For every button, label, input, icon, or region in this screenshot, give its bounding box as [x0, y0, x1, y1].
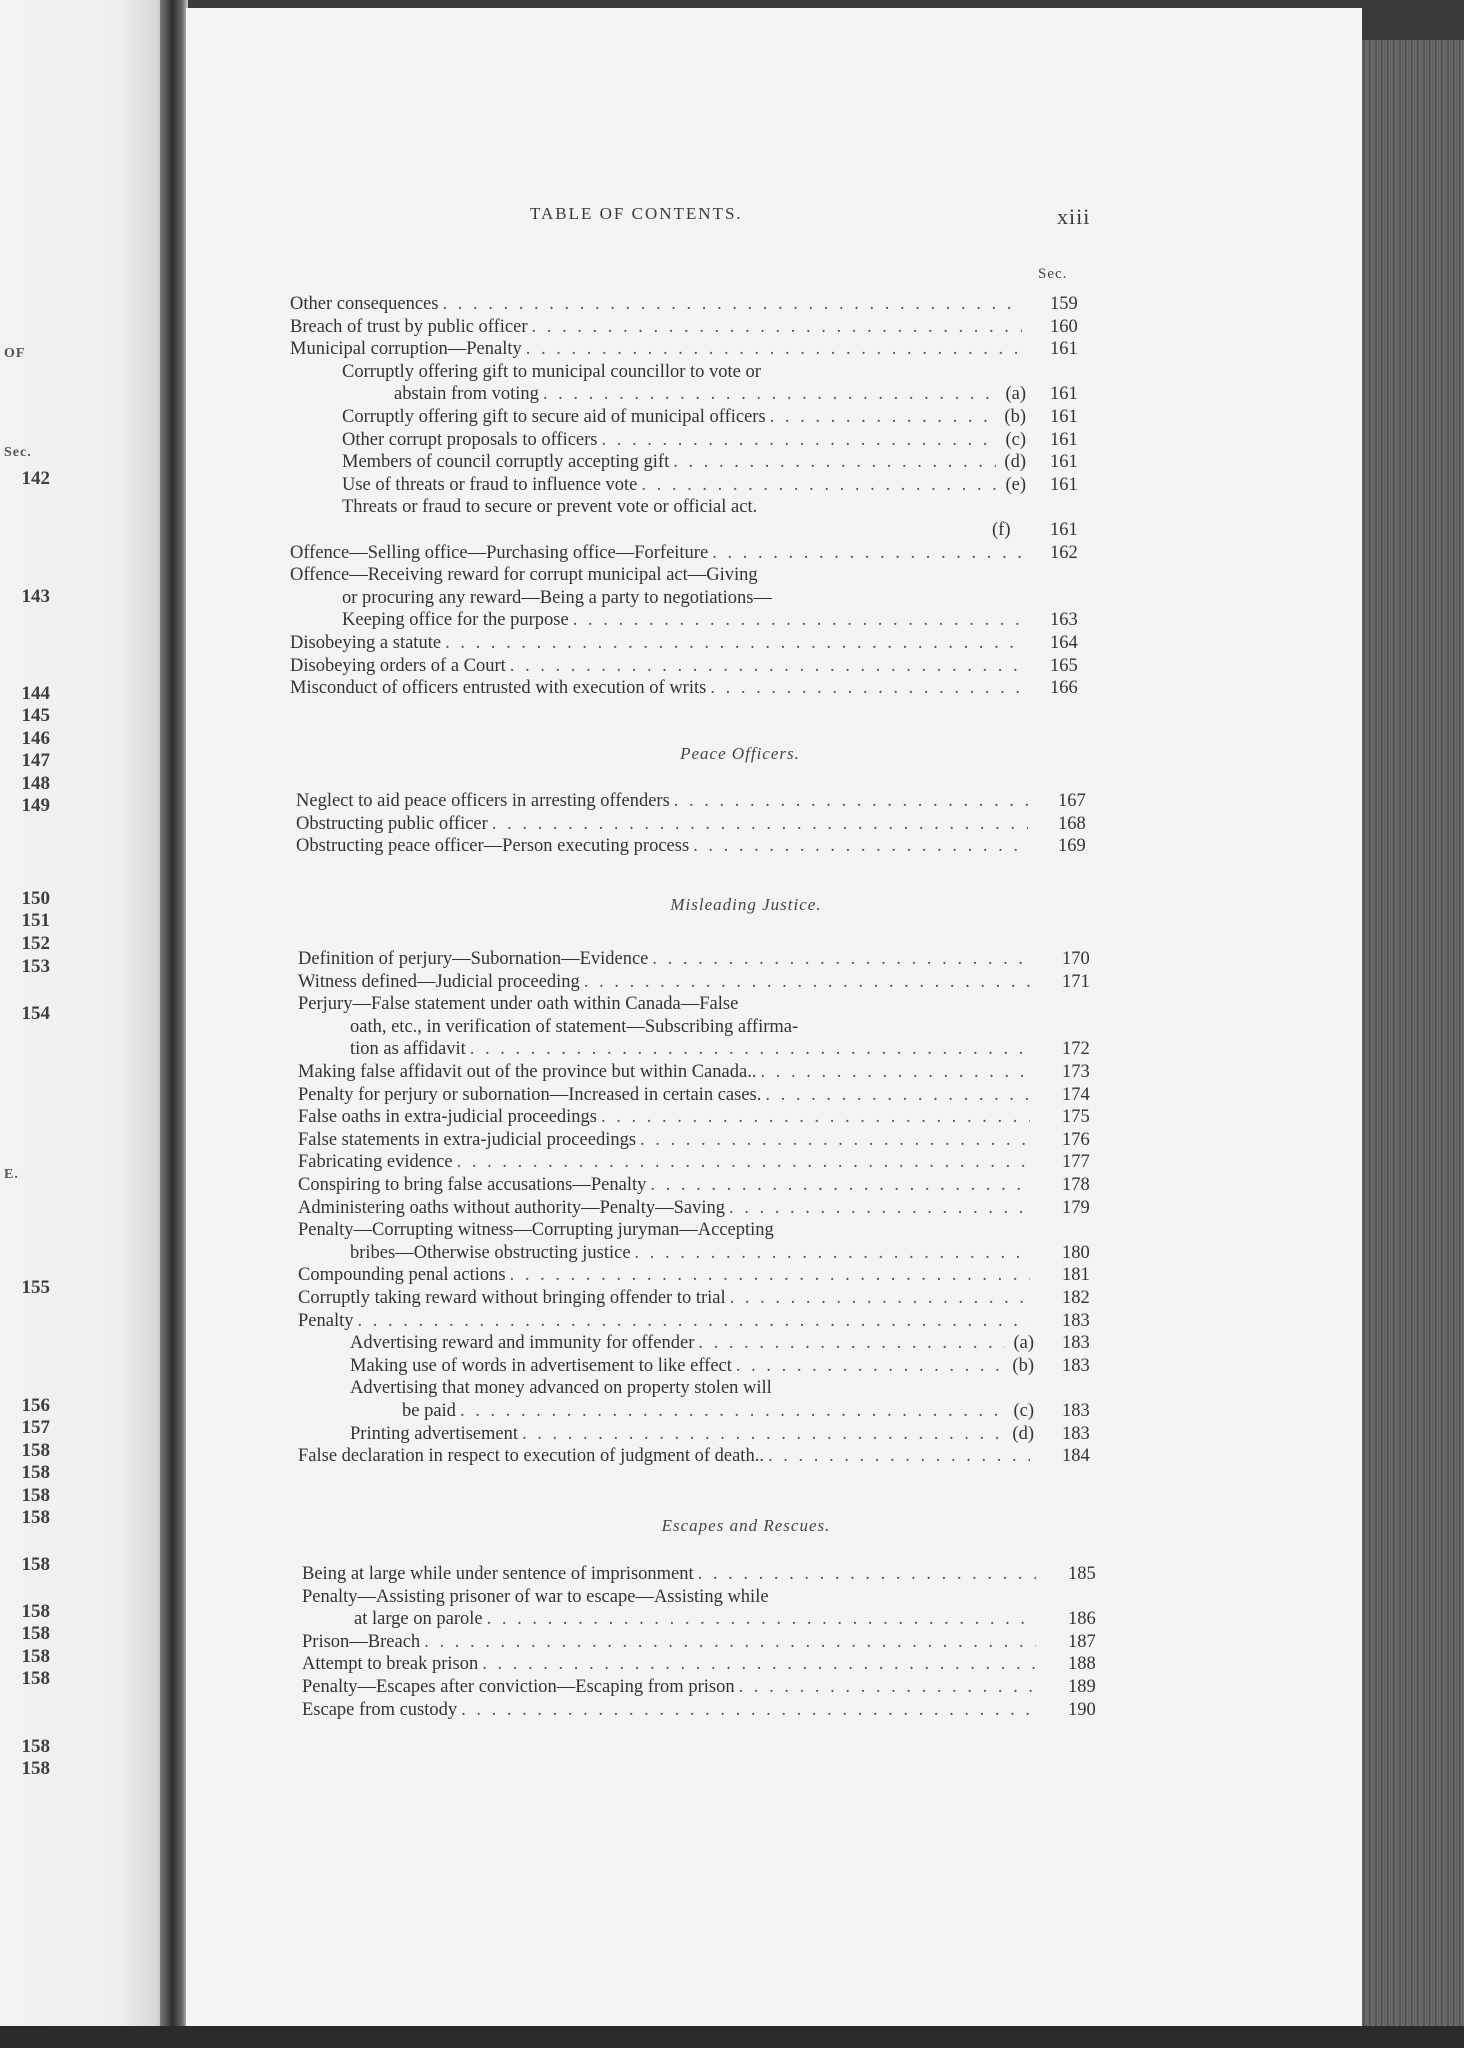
leader-dots — [760, 1061, 1030, 1083]
left-page-sec-number: 158 — [21, 1668, 50, 1689]
toc-sec-number: 178 — [1062, 1175, 1090, 1195]
toc-entry-text: Other corrupt proposals to officers — [342, 429, 598, 450]
toc-sec-number: 175 — [1062, 1107, 1090, 1128]
toc-entry-text: Use of threats or fraud to influence vote — [342, 474, 638, 495]
toc-entry — [290, 316, 1026, 338]
leader-dots — [445, 632, 1022, 654]
left-page-sec-number: 158 — [21, 1507, 50, 1528]
toc-entry-text: Corruptly taking reward without bringing offender to trial — [298, 1288, 726, 1308]
toc-entry-text: False statements in extra-judicial proceedings — [298, 1129, 637, 1150]
left-page-sec-number: 148 — [21, 773, 50, 794]
leader-dots — [532, 316, 1022, 338]
toc-entry-text: Penalty for perjury or subornation—Increased in certain cases. — [298, 1084, 762, 1105]
left-page-sec-number: 146 — [21, 728, 50, 749]
toc-entry-text: be paid — [402, 1401, 456, 1421]
left-page-sec-number: 147 — [21, 750, 50, 771]
left-page-sec-number: 150 — [21, 888, 50, 909]
toc-entry-text: Disobeying a statute — [290, 633, 442, 653]
leader-dots — [457, 1151, 1030, 1173]
toc-entry — [298, 1197, 1034, 1219]
leader-dots — [729, 1197, 1030, 1219]
toc-entry — [298, 948, 1034, 970]
leader-dots — [710, 677, 1022, 699]
toc-subclause-letter: (d) — [1004, 452, 1026, 473]
toc-sec-number: 161 — [1050, 339, 1078, 360]
toc-entry — [394, 383, 1026, 405]
left-page-sec-number: 158 — [21, 1601, 50, 1622]
toc-sec-number: 176 — [1062, 1129, 1090, 1150]
toc-entry-text: Obstructing peace officer—Person executing process — [296, 836, 690, 857]
toc-subclause-letter: (a) — [1013, 1333, 1034, 1354]
leader-dots — [470, 1038, 1030, 1060]
leader-dots — [602, 429, 998, 451]
section-heading-misleading-justice: Misleading Justice. — [670, 895, 822, 914]
left-page-sec-number: 157 — [21, 1417, 50, 1438]
left-page-sec-number: 145 — [21, 705, 50, 726]
toc-entry-text: Prison—Breach — [302, 1631, 421, 1652]
toc-entry-text: Advertising that money advanced on property stolen will — [350, 1378, 772, 1399]
leader-dots — [601, 1106, 1030, 1128]
leader-dots — [492, 813, 1028, 835]
toc-entry-text: Neglect to aid peace officers in arresting offenders — [296, 791, 670, 811]
left-page-sec-number: 158 — [21, 1623, 50, 1644]
toc-entry — [350, 1038, 1034, 1060]
toc-entry-text: Misconduct of officers entrusted with execution of writs — [290, 678, 707, 699]
left-page-sec-heading: Sec. — [4, 445, 32, 460]
toc-sec-number: 168 — [1058, 813, 1086, 834]
leader-dots — [650, 1174, 1030, 1196]
toc-entry — [290, 677, 1026, 699]
toc-sec-number: 183 — [1062, 1310, 1090, 1331]
toc-entry-text: Obstructing public officer — [296, 813, 488, 834]
toc-entry — [298, 1129, 1034, 1151]
toc-sec-number: 159 — [1050, 294, 1078, 314]
toc-sec-number: 162 — [1050, 542, 1078, 563]
toc-entry-text: Administering oaths without authority—Penalty—Saving — [298, 1197, 726, 1218]
toc-sec-number: 188 — [1068, 1654, 1096, 1675]
toc-sec-number: 180 — [1062, 1242, 1090, 1263]
leader-dots — [424, 1631, 1036, 1653]
toc-entry — [298, 1106, 1034, 1128]
leader-dots — [673, 451, 996, 473]
leader-dots — [635, 1242, 1030, 1264]
section-heading-peace-officers: Peace Officers. — [680, 744, 800, 763]
toc-entry-text: Offence—Receiving reward for corrupt municipal act—Giving — [290, 565, 758, 586]
section-heading-escapes-and-rescues: Escapes and Rescues. — [661, 1516, 831, 1535]
toc-sec-number: 183 — [1062, 1401, 1090, 1421]
toc-entry — [298, 971, 1034, 993]
leader-dots — [358, 1310, 1031, 1332]
left-page-sec-number: 158 — [21, 1758, 50, 1779]
toc-sec-number: 165 — [1050, 655, 1078, 676]
leader-dots — [573, 609, 1022, 631]
leader-dots — [768, 1445, 1030, 1467]
toc-sec-number: 189 — [1068, 1677, 1096, 1697]
toc-sec-number: 179 — [1062, 1197, 1090, 1218]
sec-column-heading: Sec. — [1038, 266, 1068, 282]
toc-sec-number: 177 — [1062, 1152, 1090, 1173]
toc-entry-text: Threats or fraud to secure or prevent vote or official act. — [342, 497, 758, 518]
toc-entry-text: Penalty—Assisting prisoner of war to escape—Assisting while — [302, 1586, 769, 1607]
toc-entry — [296, 835, 1032, 857]
leader-dots — [698, 1563, 1036, 1585]
leader-dots — [510, 1264, 1030, 1286]
leader-dots — [510, 655, 1022, 677]
toc-entry — [302, 1676, 1040, 1698]
toc-entry-text: Corruptly offering gift to municipal councillor to vote or — [342, 361, 761, 382]
bottom-shadow — [0, 2026, 1464, 2048]
toc-sec-number: 167 — [1058, 791, 1086, 811]
toc-entry-text: at large on parole — [354, 1609, 483, 1630]
toc-entry — [298, 1174, 1034, 1196]
toc-entry — [342, 429, 1026, 451]
leader-dots — [693, 835, 1028, 857]
toc-entry-text: Escape from custody — [302, 1699, 458, 1720]
toc-sec-number: 161 — [1050, 384, 1078, 405]
toc-entry-text: Members of council corruptly accepting gift — [342, 452, 670, 473]
toc-entry-text: Breach of trust by public officer — [290, 316, 528, 337]
toc-entry-text: Perjury—False statement under oath within Canada—False — [298, 994, 739, 1015]
toc-sec-number: 170 — [1062, 949, 1090, 969]
left-page-sec-number: 156 — [21, 1395, 50, 1416]
toc-entry — [354, 1608, 1040, 1630]
toc-sec-number: 183 — [1062, 1423, 1090, 1444]
toc-entry — [302, 1563, 1040, 1585]
toc-entry-text: Advertising reward and immunity for offender — [350, 1333, 695, 1354]
toc-subclause-letter: (c) — [1005, 429, 1026, 450]
left-page-sec-number: 142 — [21, 468, 50, 489]
toc-entry — [302, 1653, 1040, 1675]
page-number: xiii — [1057, 204, 1091, 229]
toc-sec-number: 183 — [1062, 1355, 1090, 1376]
toc-sec-number: 187 — [1068, 1631, 1096, 1652]
toc-sec-number: 172 — [1062, 1039, 1090, 1060]
toc-sec-number: 166 — [1050, 678, 1078, 699]
toc-entry — [302, 1699, 1040, 1721]
toc-subclause-letter: (a) — [1005, 384, 1026, 405]
toc-entry — [402, 1400, 1034, 1422]
leader-dots — [730, 1287, 1030, 1309]
toc-entry-continuation: oath, etc., in verification of statement—Subscribing affirma- — [350, 1016, 799, 1037]
toc-entry-text: Making use of words in advertisement to like effect — [350, 1355, 732, 1376]
toc-entry-text: Penalty—Corrupting witness—Corrupting juryman—Accepting — [298, 1220, 774, 1241]
toc-entry-text: Municipal corruption—Penalty — [290, 339, 522, 360]
leader-dots — [487, 1608, 1036, 1630]
toc-entry-text: Fabricating evidence — [298, 1152, 453, 1173]
leader-dots — [584, 971, 1030, 993]
toc-entry-text: Definition of perjury—Subornation—Evidence — [298, 949, 649, 969]
toc-entry-text: Being at large while under sentence of imprisonment — [302, 1564, 694, 1584]
toc-entry-text: False declaration in respect to execution of judgment of death.. — [298, 1446, 764, 1467]
toc-entry-text: Printing advertisement — [350, 1423, 519, 1444]
toc-entry — [302, 1631, 1040, 1653]
toc-entry-text: tion as affidavit — [350, 1039, 466, 1060]
toc-subclause-letter: (e) — [1005, 474, 1026, 495]
toc-sec-number: 186 — [1068, 1609, 1096, 1630]
toc-sec-number: 161 — [1050, 520, 1078, 540]
toc-entry — [350, 1355, 1034, 1377]
toc-subclause-letter: (c) — [1013, 1401, 1034, 1421]
leader-dots — [736, 1355, 1005, 1377]
leader-dots — [460, 1400, 1006, 1422]
toc-entry-continuation: or procuring any reward—Being a party to negotiations— — [342, 587, 773, 608]
toc-sec-number: 182 — [1062, 1288, 1090, 1308]
book-gutter — [160, 0, 188, 2048]
left-page-sec-number: 158 — [21, 1440, 50, 1461]
toc-entry — [298, 1287, 1034, 1309]
toc-entry-text: Disobeying orders of a Court — [290, 655, 506, 676]
toc-entry — [298, 1264, 1034, 1286]
left-page-sec-number: 158 — [21, 1736, 50, 1757]
book-page-edge — [1360, 40, 1464, 2040]
toc-sec-number: 163 — [1050, 610, 1078, 631]
toc-sec-number: 190 — [1068, 1699, 1096, 1720]
toc-entry — [298, 1061, 1034, 1083]
left-page-sec-number: 152 — [21, 933, 50, 954]
toc-entry — [350, 1242, 1034, 1264]
left-page-fragment-mid: E. — [4, 1167, 19, 1182]
left-page-sec-number: 158 — [21, 1462, 50, 1483]
toc-subclause-letter: (b) — [1012, 1355, 1034, 1376]
toc-entry — [350, 1332, 1034, 1354]
toc-entry-text: Offence—Selling office—Purchasing office—Forfeiture — [290, 542, 709, 563]
toc-sec-number: 169 — [1058, 836, 1086, 857]
toc-sec-number: 184 — [1062, 1446, 1090, 1467]
toc-entry — [290, 293, 1026, 315]
toc-entry — [290, 542, 1026, 564]
toc-sec-number: 161 — [1050, 429, 1078, 450]
left-page-sec-number: 155 — [21, 1277, 50, 1298]
left-page-sec-number: 151 — [21, 910, 50, 931]
left-page-sec-number: 158 — [21, 1646, 50, 1667]
toc-entry-text: Compounding penal actions — [298, 1265, 506, 1286]
toc-entry-text: Making false affidavit out of the province but within Canada.. — [298, 1062, 757, 1082]
toc-entry-text: Penalty — [298, 1310, 354, 1331]
left-page-fragment-top: OF — [4, 346, 26, 361]
toc-sec-number: 164 — [1050, 633, 1078, 653]
leader-dots — [543, 383, 998, 405]
toc-sec-number: 174 — [1062, 1084, 1090, 1105]
leader-dots — [640, 1129, 1030, 1151]
toc-sec-number: 171 — [1062, 971, 1090, 992]
left-page-sec-number: 143 — [21, 586, 50, 607]
leader-dots — [674, 790, 1028, 812]
toc-entry-text: Witness defined—Judicial proceeding — [298, 971, 580, 992]
left-page-sec-number: 149 — [21, 795, 50, 816]
toc-sec-number: 161 — [1050, 407, 1078, 427]
leader-dots — [765, 1084, 1030, 1106]
toc-entry — [342, 609, 1026, 631]
toc-entry-text: Conspiring to bring false accusations—Penalty — [298, 1175, 647, 1195]
toc-entry-text: False oaths in extra-judicial proceedings — [298, 1107, 597, 1128]
toc-sec-number: 161 — [1050, 452, 1078, 473]
toc-entry — [296, 790, 1032, 812]
toc-entry-text: Other consequences — [290, 294, 439, 314]
toc-sec-number: 161 — [1050, 474, 1078, 495]
leader-dots — [482, 1653, 1036, 1675]
toc-sec-number: 160 — [1050, 316, 1078, 337]
leader-dots — [442, 293, 1022, 315]
toc-subclause-letter: (b) — [1004, 407, 1026, 427]
toc-entry-text: Keeping office for the purpose — [342, 610, 569, 631]
left-page-sec-number: 153 — [21, 956, 50, 977]
toc-sec-number: 185 — [1068, 1564, 1096, 1584]
toc-entry — [342, 406, 1026, 428]
toc-entry — [298, 1445, 1034, 1467]
toc-entry — [290, 655, 1026, 677]
running-head: TABLE OF CONTENTS. — [530, 204, 743, 223]
leader-dots — [712, 542, 1022, 564]
leader-dots — [461, 1699, 1036, 1721]
toc-entry — [290, 338, 1026, 360]
toc-entry-text: bribes—Otherwise obstructing justice — [350, 1242, 631, 1263]
toc-subclause-letter: (d) — [1012, 1423, 1034, 1444]
toc-entry — [298, 1151, 1034, 1173]
toc-entry — [342, 474, 1026, 496]
left-page-sec-number: 144 — [21, 683, 50, 704]
toc-sec-number: 173 — [1062, 1062, 1090, 1082]
toc-sec-number: 183 — [1062, 1333, 1090, 1354]
leader-dots — [652, 948, 1030, 970]
toc-entry-text: Corruptly offering gift to secure aid of municipal officers — [342, 407, 766, 427]
leader-dots — [739, 1676, 1036, 1698]
left-page-sec-number: 154 — [21, 1003, 50, 1024]
toc-subclause-letter: (f) — [992, 520, 1011, 540]
toc-entry — [342, 451, 1026, 473]
leader-dots — [522, 1423, 1004, 1445]
leader-dots — [526, 338, 1022, 360]
toc-entry — [296, 813, 1032, 835]
toc-entry-text: Attempt to break prison — [302, 1654, 479, 1675]
toc-entry-text: Penalty—Escapes after conviction—Escaping from prison — [302, 1677, 735, 1697]
toc-entry — [298, 1084, 1034, 1106]
toc-entry — [298, 1310, 1034, 1332]
toc-sec-number: 181 — [1062, 1265, 1090, 1286]
leader-dots — [641, 474, 997, 496]
leader-dots — [770, 406, 997, 428]
leader-dots — [698, 1332, 1005, 1354]
toc-entry — [290, 632, 1026, 654]
left-page-sec-number: 158 — [21, 1554, 50, 1575]
left-page-sec-number: 158 — [21, 1485, 50, 1506]
toc-entry — [350, 1423, 1034, 1445]
left-page — [0, 0, 170, 2048]
toc-entry-text: abstain from voting — [394, 384, 539, 405]
